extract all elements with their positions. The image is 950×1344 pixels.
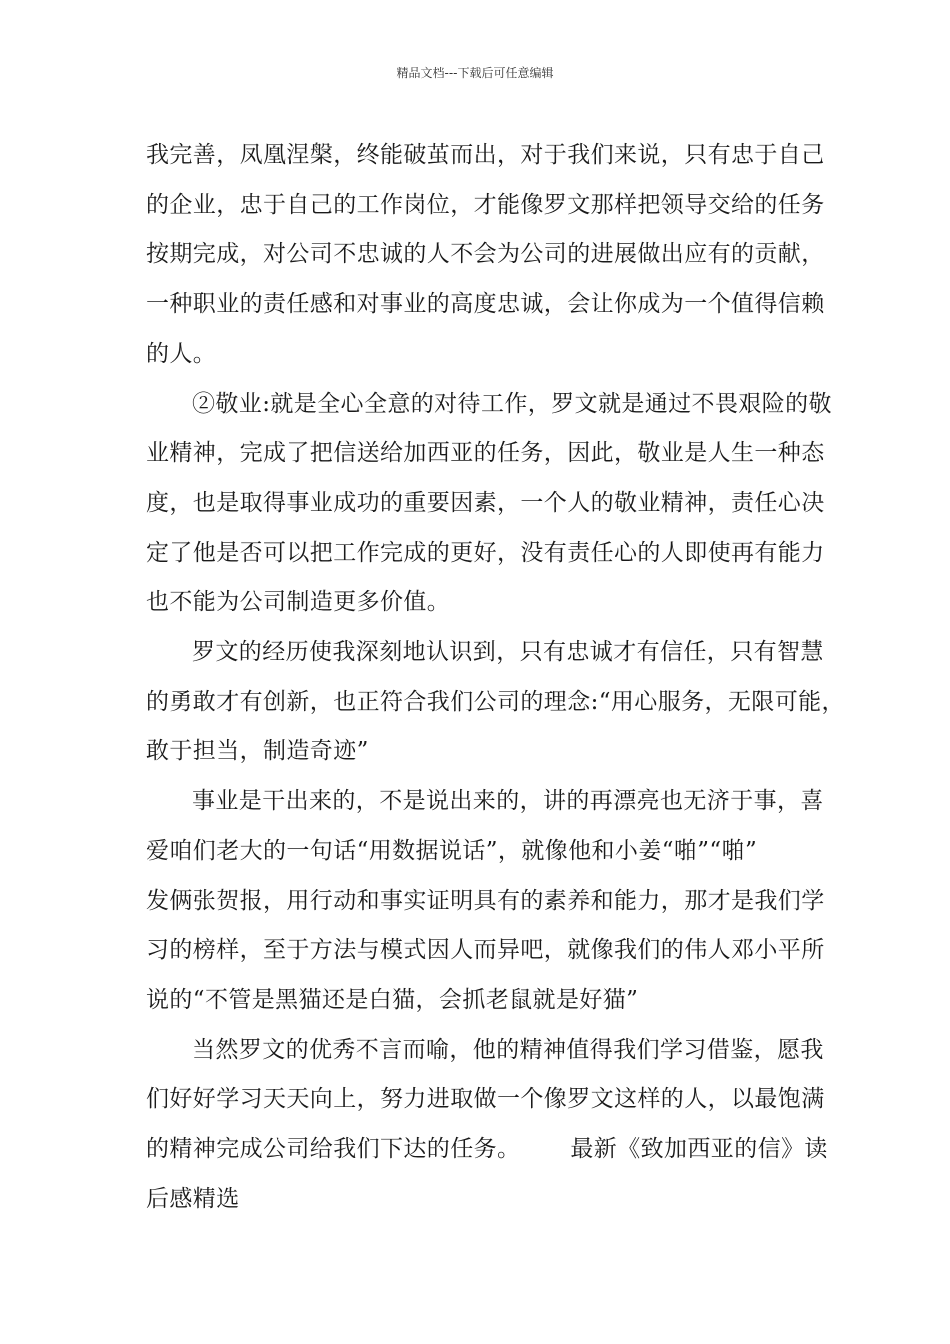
text-line: 度，也是取得事业成功的重要因素，一个人的敬业精神，责任心决	[146, 489, 825, 516]
text-line	[146, 1125, 836, 1175]
paragraph-company-philosophy	[146, 628, 845, 777]
text-line: 罗文的经历使我深刻地认识到，只有忠诚才有信任，只有智慧	[192, 639, 824, 666]
text-line: 定了他是否可以把工作完成的更好，没有责任心的人即使再有能力	[146, 539, 825, 566]
text-line: 也不能为公司制造更多价值。	[146, 589, 451, 616]
text-line: 我完善，凤凰涅槃，终能破茧而出，对于我们来说，只有忠于自己	[146, 142, 825, 168]
text-line: 的勇敢才有创新，也正符合我们公司的理念:“用心服务，无限可能，	[146, 688, 845, 715]
text-line: 按期完成，对公司不忠诚的人不会为公司的进展做出应有的贡献，	[146, 241, 825, 268]
text-line: 事业是干出来的，不是说出来的，讲的再漂亮也无济于事，喜	[192, 788, 824, 815]
closing-sentence: 的精神完成公司给我们下达的任务。	[146, 1136, 521, 1163]
text-line: 说的“不管是黑猫还是白猫，会抓老鼠就是好猫”	[146, 986, 639, 1013]
next-article-title: 最新《致加西亚的信》读	[570, 1136, 828, 1163]
text-line: 的企业，忠于自己的工作岗位，才能像罗文那样把领导交给的任务	[146, 191, 825, 218]
text-line: 的人。	[146, 340, 217, 367]
text-line: 发俩张贺报，用行动和事实证明具有的素养和能力，那才是我们学	[146, 887, 825, 914]
document-body	[146, 131, 845, 1224]
paragraph-results	[146, 777, 836, 1026]
page-header: 精品文档---下载后可任意编辑	[396, 66, 554, 80]
paragraph-conclusion	[146, 1026, 836, 1225]
text-line: 敢于担当，制造奇迹”	[146, 738, 369, 765]
paragraph-loyalty-conclusion	[146, 131, 836, 380]
text-line: ②敬业:就是全心全意的对待工作，罗文就是通过不畏艰险的敬	[192, 390, 832, 417]
text-line: 爱咱们老大的一句话“用数据说话”，就像他和小姜“啪”“啪”	[146, 837, 758, 864]
text-line: 们好好学习天天向上，努力进取做一个像罗文这样的人，以最饱满	[146, 1086, 825, 1113]
text-line: 一种职业的责任感和对事业的高度忠诚，会让你成为一个值得信赖	[146, 291, 825, 318]
text-line: 业精神，完成了把信送给加西亚的任务，因此，敬业是人生一种态	[146, 440, 825, 467]
paragraph-dedication	[146, 380, 836, 629]
text-line: 当然罗文的优秀不言而喻，他的精神值得我们学习借鉴，愿我	[192, 1036, 824, 1063]
next-article-title-continued: 后感精选	[146, 1185, 240, 1212]
text-line: 习的榜样，至于方法与模式因人而异吧，就像我们的伟人邓小平所	[146, 937, 825, 964]
